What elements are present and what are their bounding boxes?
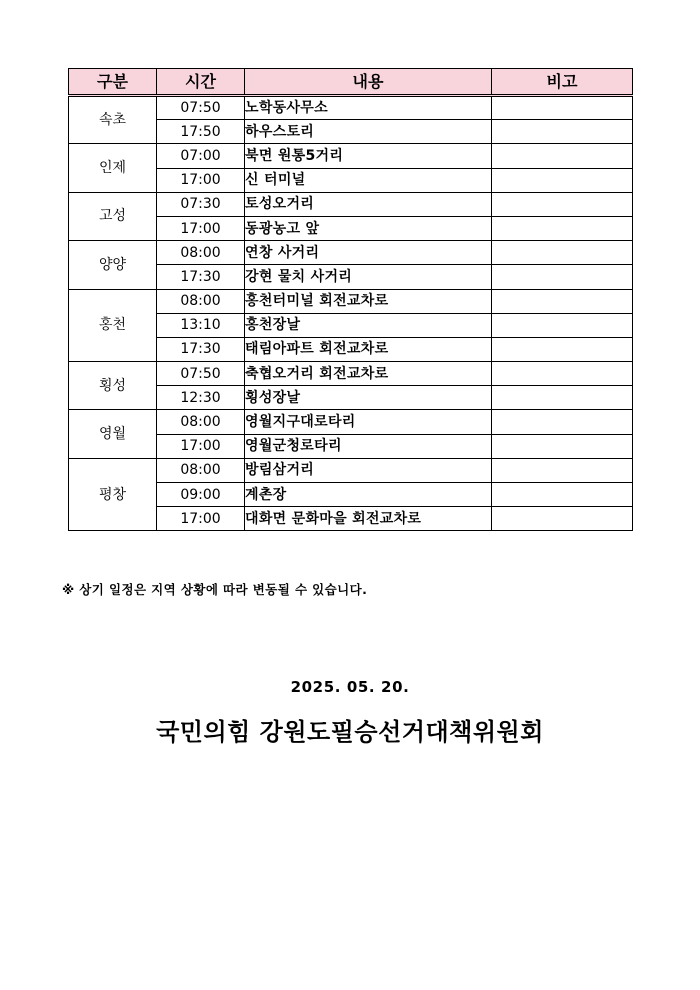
place-cell: 홍천터미널 회전교차로 bbox=[245, 289, 492, 313]
place-cell: 노학동사무소 bbox=[245, 96, 492, 120]
place-cell: 홍천장날 bbox=[245, 313, 492, 337]
notice-text: ※ 상기 일정은 지역 상황에 따라 변동될 수 있습니다. bbox=[62, 582, 368, 597]
table-row bbox=[69, 96, 633, 120]
note-cell bbox=[492, 410, 633, 434]
place-cell: 축협오거리 회전교차로 bbox=[245, 362, 492, 386]
note-cell bbox=[492, 458, 633, 482]
region-cell: 양양 bbox=[69, 241, 157, 289]
time-cell: 07:50 bbox=[157, 96, 245, 120]
header-time: 시간 bbox=[157, 69, 245, 96]
note-cell bbox=[492, 289, 633, 313]
table-row bbox=[69, 362, 633, 386]
place-cell: 토성오거리 bbox=[245, 192, 492, 216]
place-cell: 신 터미널 bbox=[245, 168, 492, 192]
place-cell: 연창 사거리 bbox=[245, 241, 492, 265]
note-cell bbox=[492, 192, 633, 216]
note-cell bbox=[492, 168, 633, 192]
time-cell: 07:50 bbox=[157, 362, 245, 386]
table-row bbox=[69, 289, 633, 313]
time-cell: 17:00 bbox=[157, 216, 245, 240]
place-cell: 횡성장날 bbox=[245, 386, 492, 410]
table-row bbox=[69, 458, 633, 482]
region-cell: 평창 bbox=[69, 458, 157, 531]
note-cell bbox=[492, 483, 633, 507]
table-row bbox=[69, 410, 633, 434]
region-cell: 영월 bbox=[69, 410, 157, 458]
place-cell: 대화면 문화마을 회전교차로 bbox=[245, 507, 492, 531]
time-cell: 17:30 bbox=[157, 337, 245, 361]
place-cell: 동광농고 앞 bbox=[245, 216, 492, 240]
note-cell bbox=[492, 96, 633, 120]
time-cell: 09:00 bbox=[157, 483, 245, 507]
note-cell bbox=[492, 265, 633, 289]
time-cell: 07:00 bbox=[157, 144, 245, 168]
time-cell: 08:00 bbox=[157, 241, 245, 265]
place-cell: 방림삼거리 bbox=[245, 458, 492, 482]
time-cell: 08:00 bbox=[157, 410, 245, 434]
region-cell: 횡성 bbox=[69, 362, 157, 410]
header-note: 비고 bbox=[492, 69, 633, 96]
table-row bbox=[69, 192, 633, 216]
note-cell bbox=[492, 120, 633, 144]
note-cell bbox=[492, 507, 633, 531]
time-cell: 12:30 bbox=[157, 386, 245, 410]
table-header-row bbox=[69, 69, 633, 96]
region-cell: 인제 bbox=[69, 144, 157, 192]
place-cell: 계촌장 bbox=[245, 483, 492, 507]
time-cell: 17:30 bbox=[157, 265, 245, 289]
note-cell bbox=[492, 434, 633, 458]
note-cell bbox=[492, 313, 633, 337]
time-cell: 08:00 bbox=[157, 289, 245, 313]
document-date: 2025. 05. 20. bbox=[290, 678, 410, 696]
place-cell: 북면 원통5거리 bbox=[245, 144, 492, 168]
place-cell: 태림아파트 회전교차로 bbox=[245, 337, 492, 361]
note-cell bbox=[492, 241, 633, 265]
header-region: 구분 bbox=[69, 69, 157, 96]
schedule-table bbox=[68, 68, 633, 531]
region-cell: 고성 bbox=[69, 192, 157, 240]
time-cell: 17:00 bbox=[157, 507, 245, 531]
note-cell bbox=[492, 362, 633, 386]
region-cell: 속초 bbox=[69, 96, 157, 144]
time-cell: 17:50 bbox=[157, 120, 245, 144]
time-cell: 17:00 bbox=[157, 168, 245, 192]
place-cell: 영월군청로타리 bbox=[245, 434, 492, 458]
region-cell: 홍천 bbox=[69, 289, 157, 362]
table-row bbox=[69, 144, 633, 168]
place-cell: 영월지구대로타리 bbox=[245, 410, 492, 434]
table-row bbox=[69, 241, 633, 265]
time-cell: 07:30 bbox=[157, 192, 245, 216]
place-cell: 하우스토리 bbox=[245, 120, 492, 144]
place-cell: 강현 물치 사거리 bbox=[245, 265, 492, 289]
organization-name: 국민의힘 강원도필승선거대책위원회 bbox=[156, 718, 544, 746]
note-cell bbox=[492, 337, 633, 361]
time-cell: 13:10 bbox=[157, 313, 245, 337]
header-content: 내용 bbox=[245, 69, 492, 96]
schedule-body bbox=[69, 96, 633, 531]
time-cell: 17:00 bbox=[157, 434, 245, 458]
note-cell bbox=[492, 144, 633, 168]
time-cell: 08:00 bbox=[157, 458, 245, 482]
note-cell bbox=[492, 386, 633, 410]
note-cell bbox=[492, 216, 633, 240]
